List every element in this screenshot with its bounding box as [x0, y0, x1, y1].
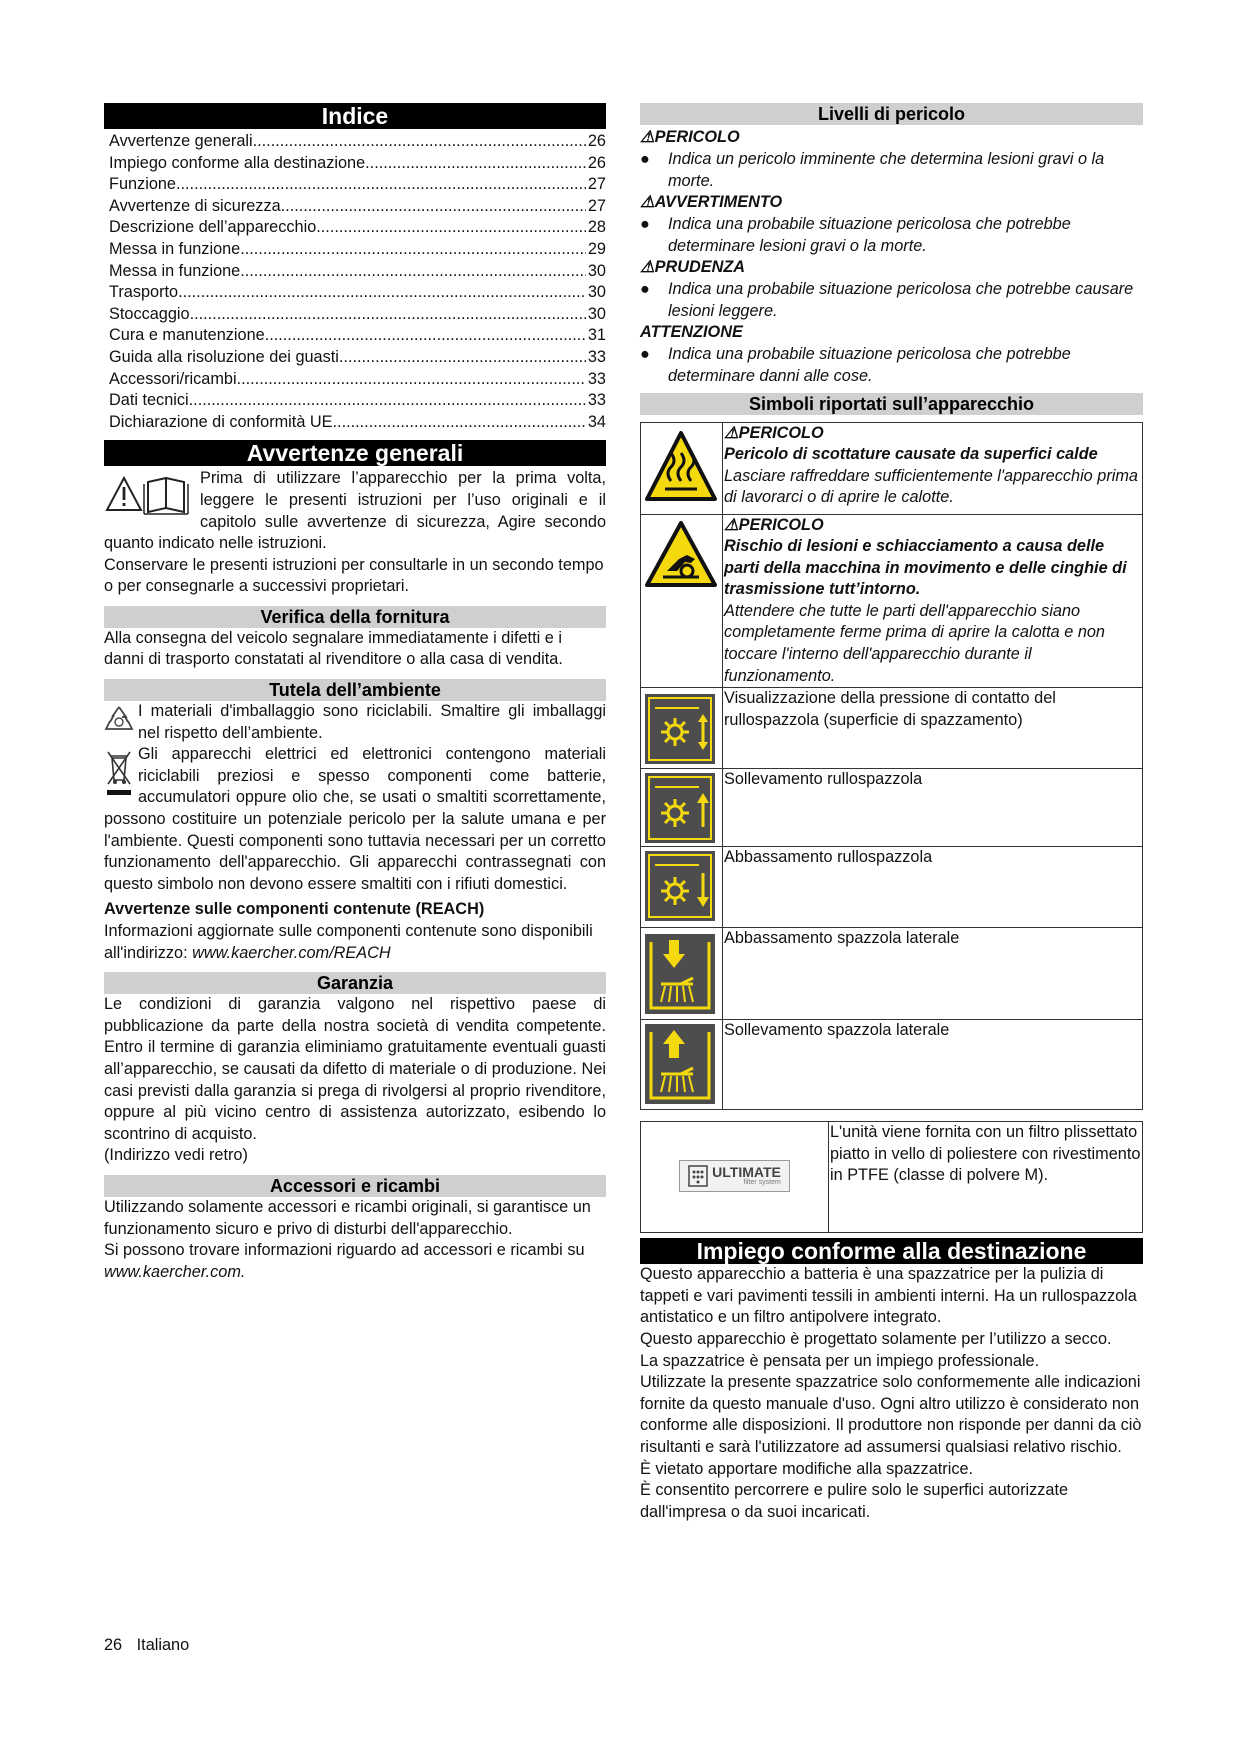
toc-page-number: 31	[587, 326, 606, 345]
ultimate-logo	[679, 1160, 790, 1192]
toc-leader	[237, 369, 586, 391]
roller-brush-up-icon	[641, 769, 722, 846]
filter-logo-icon	[688, 1165, 708, 1187]
toc-page-number: 27	[587, 175, 606, 194]
index-heading: Indice	[104, 103, 606, 129]
toc-label: Cura e manutenzione	[109, 326, 265, 345]
table-row	[641, 515, 1143, 688]
toc-label: Avvertenze generali	[109, 132, 253, 150]
side-up-text: Sollevamento spazzola laterale	[723, 1020, 1143, 1110]
bullet-icon: ●	[640, 150, 650, 168]
hazard-level-label: ⚠PRUDENZA	[640, 258, 746, 276]
right-column	[640, 103, 1143, 1523]
toc-page-number: 26	[587, 132, 606, 150]
warning-triangle-icon: ⚠	[640, 128, 655, 146]
hazard-level-label: ⚠PERICOLO	[640, 128, 740, 146]
table-row	[641, 847, 1143, 928]
environment-section	[104, 701, 606, 964]
toc-label: Dati tecnici	[109, 391, 189, 410]
table-row	[641, 1020, 1143, 1110]
accessories-text-1: Utilizzando solamente accessori e ricambi originali, si garantisce un funzionamento sicuro e privo di disturbi dell'apparecchio.	[104, 1197, 591, 1238]
toc-label: Messa in funzione	[109, 261, 241, 280]
hazard-level-description: ● Indica un pericolo imminente che determina lesioni gravi o la morte.	[640, 150, 1105, 190]
table-row	[641, 769, 1143, 847]
table-of-contents	[104, 131, 606, 433]
toc-entry[interactable]	[109, 239, 606, 261]
toc-page-number: 27	[587, 196, 606, 215]
toc-leader	[189, 390, 586, 412]
toc-leader	[265, 325, 586, 347]
toc-entry[interactable]	[109, 131, 606, 153]
toc-entry[interactable]	[109, 174, 606, 196]
toc-page-number: 28	[587, 218, 606, 237]
roller-up-text: Sollevamento rullospazzola	[723, 769, 1143, 847]
weee-text: Gli apparecchi elettrici ed elettronici contengono materiali riciclabili preziosi e spesso componenti come batterie, accumulatori oppure olio che, se usati o smaltiti scorrettamente, possono costituire un potenziale pericolo per la salute umana e per l'ambiente. Questi componenti sono tuttavia necessari per un corretto funzionamento dell'apparecchio. Gli apparecchi contrassegnati con questo simbolo non devono essere smaltiti con i rifiuti domestici.	[104, 745, 606, 893]
crush-text: Attendere che tutte le parti dell'apparecchio siano completamente ferme prima di aprire la calotta e non toccare l'interno dell'apparecchio durante il funzionamento.	[724, 601, 1105, 685]
general-warnings-section	[104, 468, 606, 598]
toc-label: Avvertenze di sicurezza	[109, 196, 281, 215]
page-footer	[104, 1636, 189, 1655]
ultimate-table	[640, 1121, 1143, 1233]
reach-paragraph	[104, 921, 606, 964]
warning-triangle-icon: ⚠	[640, 193, 655, 211]
page-number: 26	[104, 1636, 123, 1654]
hazard-level-label: ATTENZIONE	[640, 323, 743, 341]
intended-use-p6: È consentito percorrere e pulire solo le superfici autorizzate dall'impresa o da suoi incaricati.	[640, 1481, 1069, 1521]
toc-leader	[333, 412, 586, 434]
toc-label: Accessori/ricambi	[109, 369, 237, 388]
hot-text: Lasciare raffreddare sufficientemente l'apparecchio prima di lavorarci o di aprire le calotte.	[724, 466, 1138, 507]
side-down-text: Abbassamento spazzola laterale	[723, 928, 1143, 1020]
toc-entry[interactable]	[109, 390, 606, 412]
toc-entry[interactable]	[109, 347, 606, 369]
toc-leader	[253, 131, 586, 153]
side-brush-up-icon	[641, 1020, 722, 1109]
toc-label: Guida alla risoluzione dei guasti	[109, 347, 339, 366]
toc-page-number: 33	[587, 369, 606, 388]
toc-entry[interactable]	[109, 217, 606, 239]
toc-leader	[339, 347, 586, 369]
logo-subtext: filter system	[743, 1179, 781, 1187]
intended-use-p4: Utilizzate la presente spazzatrice solo conformemente alle indicazioni fornite da questo manuale d'uso. Ogni altro utilizzo è considerato non conforme alle disposizioni. Il produttore non risponde per danni da ciò risultanti e sarà l'utilizzatore ad assumersi qualsiasi relativo rischio.	[640, 1373, 1142, 1456]
side-brush-down-icon	[641, 928, 722, 1019]
intended-use-section	[640, 1264, 1143, 1523]
brush-pressure-icon	[641, 688, 722, 768]
toc-leader	[176, 174, 586, 196]
warranty-heading: Garanzia	[104, 972, 606, 994]
warranty-note: (Indirizzo vedi retro)	[104, 1146, 248, 1165]
accessories-heading: Accessori e ricambi	[104, 1175, 606, 1197]
bullet-icon: ●	[640, 345, 650, 363]
toc-label: Messa in funzione	[109, 239, 241, 258]
logo-text: ULTIMATE	[712, 1164, 781, 1181]
toc-label: Dichiarazione di conformità UE	[109, 412, 333, 431]
pressure-text: Visualizzazione della pressione di contatto del rullospazzola (superficie di spazzamento)	[723, 688, 1143, 769]
symbols-heading: Simboli riportati sull’apparecchio	[640, 393, 1143, 415]
toc-leader	[365, 153, 586, 175]
delivery-text: Alla consegna del veicolo segnalare immediatamente i difetti e i danni di trasporto constatati al rivenditore o alla casa di vendita.	[104, 628, 563, 669]
read-manual-icon	[104, 472, 194, 516]
toc-leader	[316, 217, 586, 239]
hazard-level-label: ⚠AVVERTIMENTO	[640, 193, 783, 211]
recycle-text: I materiali d'imballaggio sono riciclabili. Smaltire gli imballaggi nel rispetto dell’ambiente.	[138, 702, 606, 742]
toc-entry[interactable]	[109, 261, 606, 283]
general-warnings-heading: Avvertenze generali	[104, 440, 606, 466]
left-column	[104, 103, 606, 1283]
toc-page-number: 34	[587, 412, 606, 431]
accessories-link[interactable]: www.kaercher.com.	[104, 1262, 246, 1281]
environment-heading: Tutela dell’ambiente	[104, 679, 606, 701]
hot-title: Pericolo di scottature causate da superfici calde	[724, 445, 1098, 463]
reach-title: Avvertenze sulle componenti contenute (REACH)	[104, 900, 485, 919]
intended-use-p3: La spazzatrice è pensata per un impiego professionale.	[640, 1351, 1040, 1370]
toc-label: Funzione	[109, 175, 176, 194]
toc-entry[interactable]	[109, 196, 606, 218]
toc-entry[interactable]	[109, 412, 606, 434]
toc-entry[interactable]	[109, 304, 606, 326]
toc-page-number: 29	[587, 239, 606, 258]
intended-use-p1: Questo apparecchio a batteria è una spazzatrice per la pulizia di tappeti e vari pavimenti tessili in ambienti interni. Ha un rullospazzola antistatico e un filtro antipolvere integrato.	[640, 1265, 1137, 1327]
crush-title: Rischio di lesioni e schiacciamento a causa delle parti della macchina in movimento e delle cinghie di trasmissione tutt’intorno.	[724, 537, 1127, 599]
toc-leader	[190, 304, 586, 326]
toc-label: Stoccaggio	[109, 304, 190, 323]
hazard-levels-list	[640, 127, 1143, 387]
toc-leader	[240, 261, 586, 283]
toc-label: Descrizione dell’apparecchio	[109, 218, 317, 237]
toc-page-number: 30	[587, 304, 606, 323]
delivery-heading: Verifica della fornitura	[104, 606, 606, 628]
ultimate-text: L'unità viene fornita con un filtro plissettato piatto in vello di poliestere con rivestimento in PTFE (classe di polvere M).	[829, 1122, 1143, 1233]
weee-bin-icon	[104, 746, 134, 798]
general-keep-text: Conservare le presenti istruzioni per consultarle in un secondo tempo o per consegnarle a successivi proprietari.	[104, 555, 604, 596]
toc-page-number: 33	[587, 391, 606, 410]
reach-link[interactable]: www.kaercher.com/REACH	[192, 943, 391, 962]
recycle-icon	[104, 703, 134, 737]
roller-down-text: Abbassamento rullospazzola	[723, 847, 1143, 928]
toc-entry[interactable]	[109, 153, 606, 175]
toc-label: Impiego conforme alla destinazione	[109, 153, 366, 172]
table-row	[641, 928, 1143, 1020]
symbols-table	[640, 422, 1143, 1110]
toc-leader	[178, 282, 586, 304]
intended-use-p2: Questo apparecchio è progettato solamente per l’utilizzo a secco.	[640, 1329, 1112, 1348]
hazard-level-description: ● Indica una probabile situazione pericolosa che potrebbe causare lesioni leggere.	[640, 280, 1134, 320]
toc-page-number: 30	[587, 261, 606, 280]
hazard-levels-heading: Livelli di pericolo	[640, 103, 1143, 125]
warning-triangle-icon: ⚠	[640, 258, 655, 276]
crush-hazard-warning-icon	[641, 515, 722, 595]
warranty-text: Le condizioni di garanzia valgono nel rispettivo paese di pubblicazione da parte della nostra società di vendita competente. Entro il termine di garanzia eliminiamo gratuitamente eventuali guasti all’apparecchio, se causati da difetto di materiale o di produzione. Nei casi previsti dalla garanzia si prega di rivolgersi al proprio rivenditore, oppure al più vicino centro di assistenza autorizzato, esibendo lo scontrino di acquisto.	[104, 995, 606, 1143]
toc-label: Trasporto	[109, 283, 179, 302]
hot-surface-warning-icon	[641, 423, 722, 514]
table-row	[641, 423, 1143, 515]
toc-entry[interactable]	[109, 369, 606, 391]
intended-use-heading: Impiego conforme alla destinazione	[640, 1238, 1143, 1264]
accessories-paragraph-2	[104, 1240, 606, 1283]
toc-leader	[240, 239, 586, 261]
table-row	[641, 688, 1143, 769]
toc-leader	[281, 196, 586, 218]
bullet-icon: ●	[640, 215, 650, 233]
toc-page-number: 33	[587, 347, 606, 366]
toc-page-number: 26	[587, 153, 606, 172]
intended-use-p5: È vietato apportare modifiche alla spazzatrice.	[640, 1459, 974, 1478]
accessories-text-2: Si possono trovare informazioni riguardo ad accessori e ricambi su	[104, 1241, 585, 1260]
language-label: Italiano	[136, 1636, 190, 1654]
hazard-level-description: ● Indica una probabile situazione pericolosa che potrebbe determinare lesioni gravi o la morte.	[640, 215, 1071, 255]
reach-text: Informazioni aggiornate sulle componenti contenute sono disponibili all'indirizzo:	[104, 922, 593, 962]
hazard-level-description: ● Indica una probabile situazione pericolosa che potrebbe determinare danni alle cose.	[640, 345, 1071, 385]
table-row	[641, 1122, 1143, 1233]
roller-brush-down-icon	[641, 847, 722, 927]
toc-entry[interactable]	[109, 282, 606, 304]
crush-label: ⚠PERICOLO	[724, 516, 824, 534]
toc-entry[interactable]	[109, 325, 606, 347]
toc-page-number: 30	[587, 283, 606, 302]
bullet-icon: ●	[640, 280, 650, 298]
general-intro-text: Prima di utilizzare l’apparecchio per la prima volta, leggere le presenti istruzioni per l’uso originali e il capitolo sulle avvertenze di sicurezza, Agire secondo quanto indicato nelle istruzioni.	[104, 469, 606, 553]
hot-label: ⚠PERICOLO	[724, 424, 824, 442]
